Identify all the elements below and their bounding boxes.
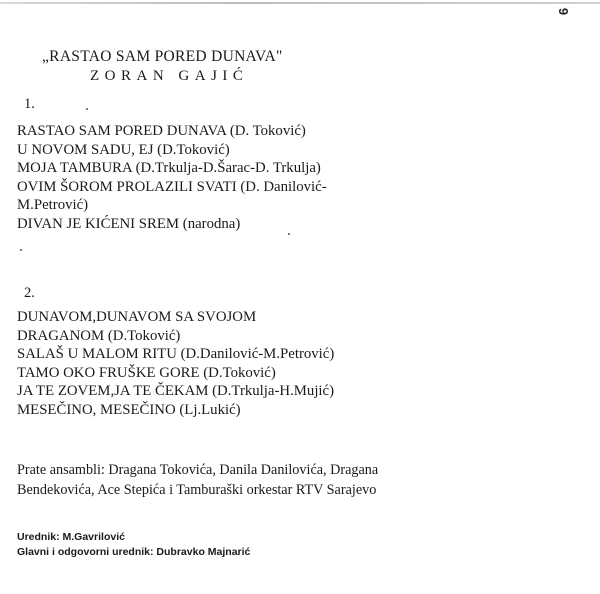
- corner-mark: 6: [556, 7, 572, 16]
- track-item: SALAŠ U MALOM RITU (D.Danilović-M.Petrović): [17, 346, 335, 362]
- track-item: RASTAO SAM PORED DUNAVA (D. Toković): [17, 123, 306, 139]
- track-item: OVIM ŠOROM PROLAZILI SVATI (D. Danilović-M.Petrović): [17, 178, 327, 213]
- print-speck: [288, 233, 290, 235]
- side-2-tracklist: [17, 308, 342, 419]
- accompanying-ensembles: Prate ansambli: Dragana Tokovića, Danila Danilovića, Dragana Bendekovića, Ace Stepića i Tamburaški orkestar RTV Sarajevo: [17, 462, 379, 498]
- track-item: DUNAVOM,DUNAVOM SA SVOJOM DRAGANOM (D.Toković): [17, 309, 257, 344]
- album-title: „RASTAO SAM PORED DUNAVA": [42, 48, 283, 65]
- credits: [17, 530, 250, 559]
- side-1-label: 1.: [24, 96, 35, 112]
- track-item: JA TE ZOVEM,JA TE ČEKAM (D.Trkulja-H.Mujić): [17, 383, 335, 399]
- track-item: MESEČINO, MESEČINO (Lj.Lukić): [17, 401, 241, 418]
- top-edge-line: [0, 2, 600, 4]
- side-1-tracklist: [17, 122, 342, 233]
- track-item: MOJA TAMBURA (D.Trkulja-D.Šarac-D. Trkulja): [17, 160, 321, 176]
- chief-editor-credit: Glavni i odgovorni urednik: Dubravko Majnarić: [17, 545, 251, 558]
- artist-name: ZORAN GAJIĆ: [90, 68, 249, 84]
- track-item: TAMO OKO FRUŠKE GORE (D.Toković): [17, 364, 276, 381]
- track-item: U NOVOM SADU, EJ (D.Toković): [17, 141, 230, 158]
- editor-credit: Urednik: M.Gavrilović: [17, 531, 125, 543]
- track-item: DIVAN JE KIĆENI SREM (narodna): [17, 215, 241, 232]
- print-speck: [20, 249, 22, 251]
- side-2-label: 2.: [24, 285, 35, 301]
- print-speck: [86, 108, 88, 110]
